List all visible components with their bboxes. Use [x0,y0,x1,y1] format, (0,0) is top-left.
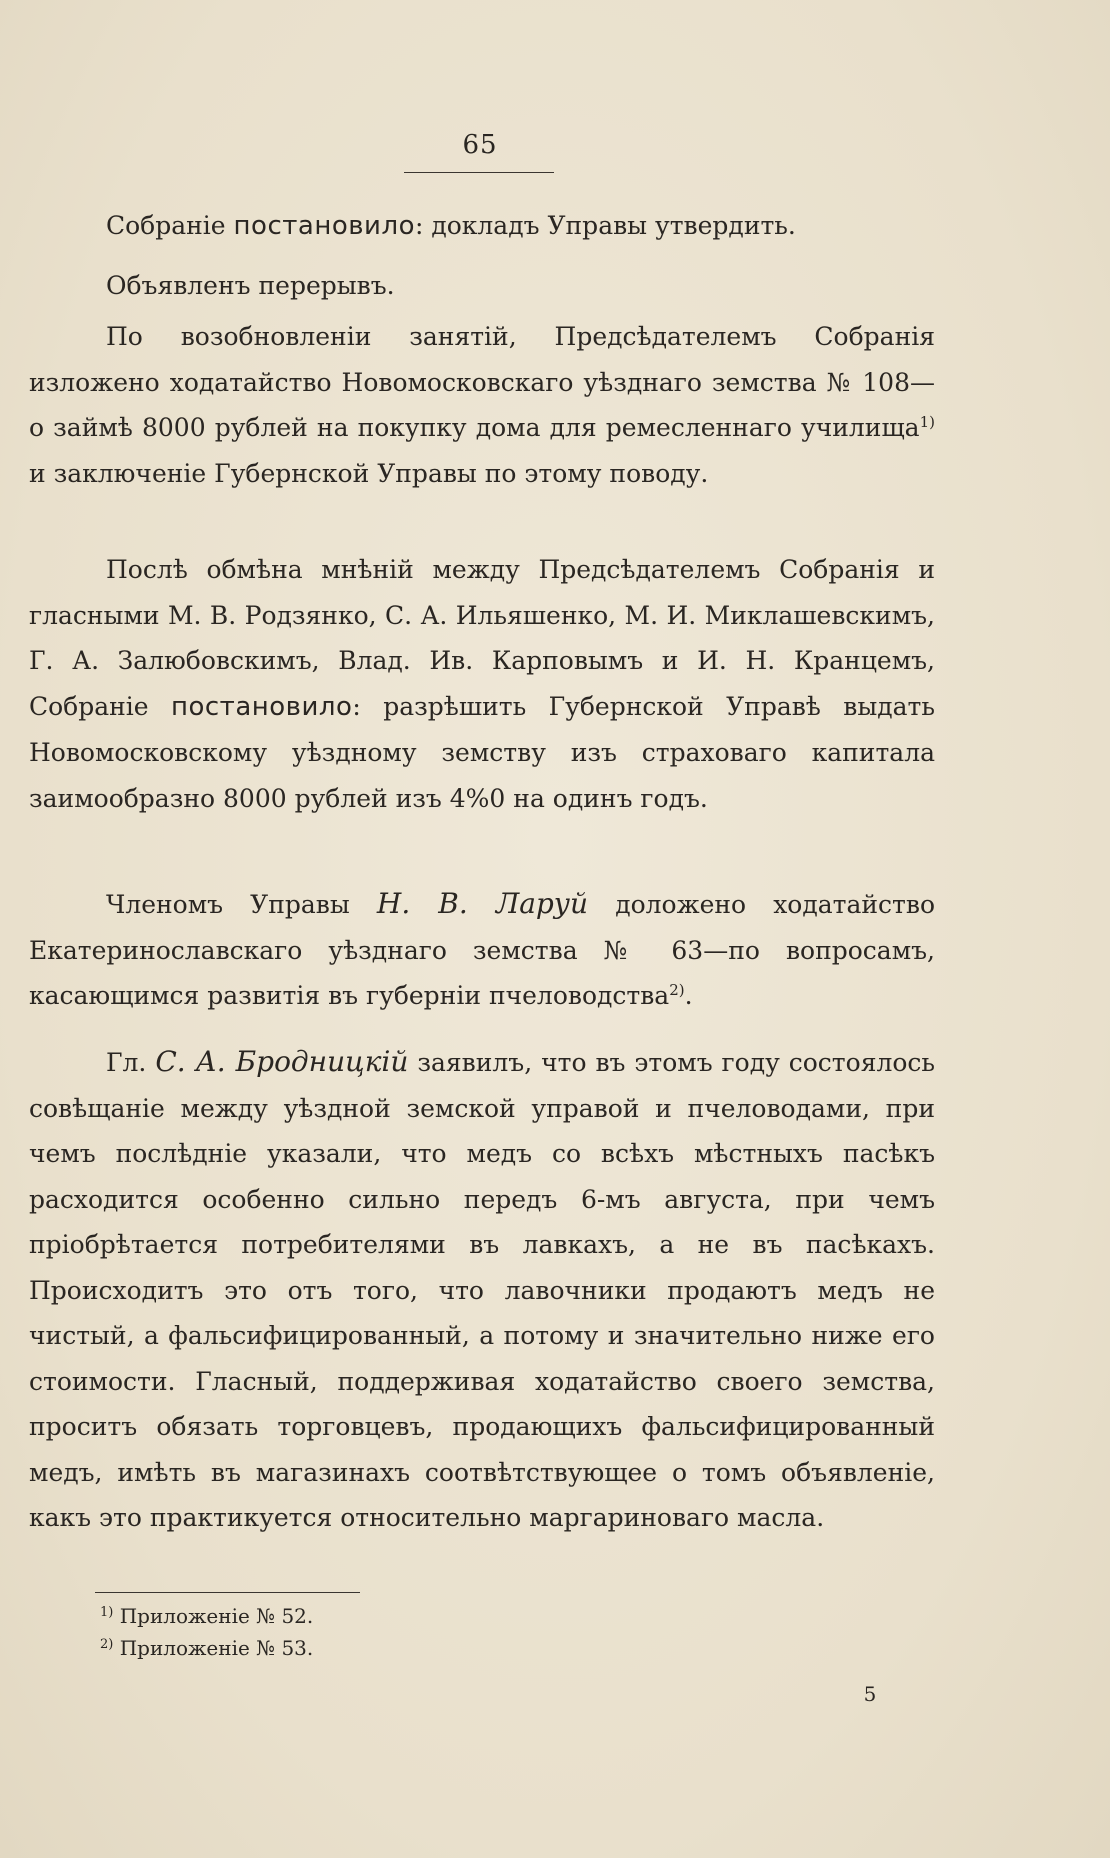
footnote-text: Приложеніе № 53. [113,1636,314,1660]
paragraph-resolution-loan [29,547,935,821]
paragraph-text [29,314,935,496]
text-run: . [684,981,693,1010]
footnote-text: Приложеніе № 52. [113,1604,314,1628]
footnote-reference: 1) [919,413,935,431]
paragraph-brodnitsky-statement [29,1039,935,1541]
text-run: заявилъ, что въ этомъ году состоялось совѣщаніе между уѣздной земской управой и пчеловодами, при чемъ послѣдніе указали, что медъ со всѣхъ мѣстныхъ пасѣкъ расходится особенно сильно передъ 6-мъ августа, при чемъ пріобрѣтается потребителями въ лавкахъ, а не въ пасѣкахъ. Происходитъ это отъ того, что лавочники продаютъ медъ не чистый, а фальсифицированный, а потому и значительно ниже его стоимости. Гласный, поддерживая ходатайство своего земства, проситъ обязать торговцевъ, продающихъ фальсифицированный медъ, имѣть въ магазинахъ соотвѣтствующее о томъ объявленіе, какъ это практикуется относительно маргариноваго масла. [29,1048,936,1532]
paragraph-recess [29,263,935,309]
page-number: 65 [462,130,498,160]
resolution-keyword: постановило [170,691,353,722]
text-run: доложено ходатайство Екатеринославскаго уѣзднаго земства № 63—по вопросамъ, касающимся развитія въ губерніи пчеловодства [29,890,935,1010]
paragraph-resolution-approve [29,203,935,250]
text-run: По возобновленіи занятій, Предсѣдателемъ Собранія изложено ходатайство Новомосковскаго уѣзднаго земства № 108—о займѣ 8000 рублей на покупку дома для ремесленнаго училища [29,322,935,442]
paragraph-text [29,547,935,821]
text-run: Послѣ обмѣна мнѣній между Предсѣдателемъ Собранія и гласными М. В. Родзянко, С. А. Ильяшенко, М. И. Миклашевскимъ, Г. А. Залюбовскимъ, Влад. Ив. Карповымъ и И. Н. Кранцемъ, Собраніе [29,555,935,721]
footnote-rule [95,1592,360,1593]
footnote-reference: 2) [669,981,685,999]
printer-signature-mark: 5 [863,1682,877,1706]
footnote-1 [100,1602,313,1630]
text-run: : докладъ Управы утвердить. [414,211,796,240]
paragraph-petition-beekeeping [29,881,935,1019]
footnote-mark: 2) [100,1637,114,1652]
resolution-keyword: постановило [233,211,415,241]
header-rule [404,172,554,173]
paragraph-petition-novomoskovsk [29,314,935,496]
text-run: : разрѣшить Губернской Управѣ выдать Новомосковскому уѣздному земству изъ страховаго капитала заимообразно 8000 рублей изъ 4%0 на одинъ годъ. [29,691,935,813]
paragraph-text [29,263,935,309]
text-run: Объявленъ перерывъ. [106,271,395,300]
paragraph-text [29,1039,935,1541]
footnote-mark: 1) [100,1605,114,1620]
paragraph-text [29,881,935,1019]
footnote-2 [100,1634,313,1662]
person-name: Н. В. Ларуй [376,887,589,920]
paragraph-text [29,203,935,250]
text-run: Членомъ Управы [106,890,377,919]
person-name: С. А. Бродницкій [155,1045,409,1078]
text-run: Гл. [106,1048,156,1077]
text-run: и заключеніе Губернской Управы по этому поводу. [29,458,709,488]
text-run: Собраніе [106,211,234,240]
